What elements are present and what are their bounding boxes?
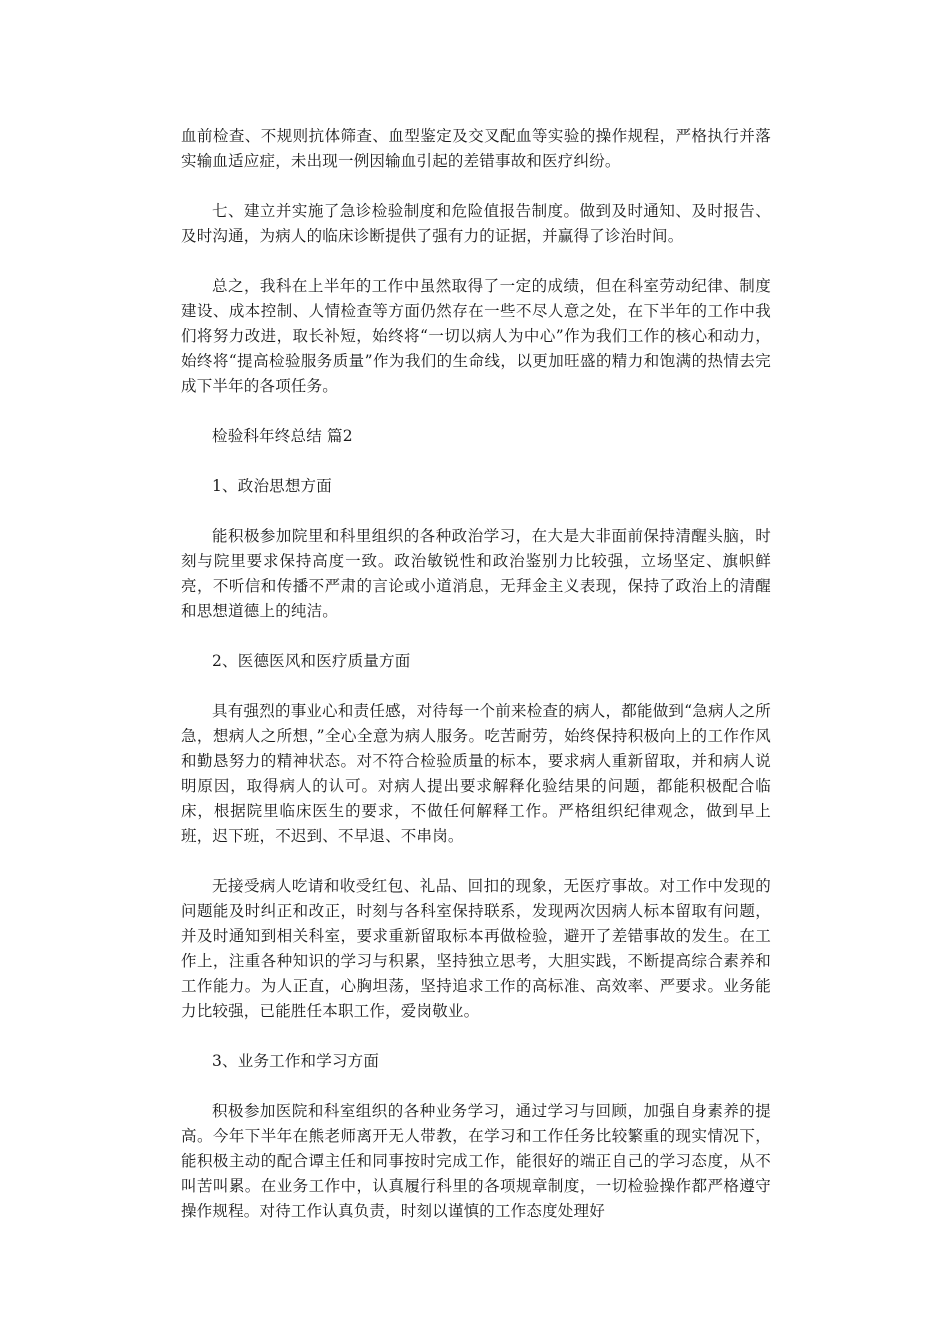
document-body — [181, 124, 771, 1249]
heading-business-study: 3、业务工作和学习方面 — [212, 1052, 380, 1070]
paragraph-integrity: 无接受病人吃请和收受红包、礼品、回扣的现象，无医疗事故。对工作中发现的问题能及时纠正和改正，时刻与各科室保持联系，发现两次因病人标本留取有问题，并及时通知到相关科室，要求重新留取标本再做检验，避开了差错事故的发生。在工作上，注重各种知识的学习与积累，坚持独立思考，大胆实践，不断提高综合素养和工作能力。为人正直，心胸坦荡，坚持追求工作的高标准、高效率、严要求。业务能力比较强，已能胜任本职工作，爱岗敬业。 — [181, 877, 771, 1020]
heading-political-thought: 1、政治思想方面 — [212, 477, 332, 495]
paragraph-medical-ethics: 具有强烈的事业心和责任感，对待每一个前来检查的病人，都能做到“急病人之所急，想病人之所想，”全心全意为病人服务。吃苦耐劳，始终保持积极向上的工作作风和勤恳努力的精神状态。对不符合检验质量的标本，要求病人重新留取，并和病人说明原因，取得病人的认可。对病人提出要求解释化验结果的问题，都能积极配合临床，根据院里临床医生的要求，不做任何解释工作。严格组织纪律观念，做到早上班，迟下班，不迟到、不早退、不串岗。 — [181, 702, 771, 845]
section-title-part2: 检验科年终总结 篇2 — [212, 427, 353, 445]
paragraph-summary: 总之，我科在上半年的工作中虽然取得了一定的成绩，但在科室劳动纪律、制度建设、成本控制、人情检查等方面仍然存在一些不尽人意之处，在下半年的工作中我们将努力改进，取长补短，始终将“一切以病人为中心”作为我们工作的核心和动力，始终将“提高检验服务质量”作为我们的生命线，以更加旺盛的精力和饱满的热情去完成下半年的各项任务。 — [181, 277, 771, 395]
paragraph-section-seven: 七、建立并实施了急诊检验制度和危险值报告制度。做到及时通知、及时报告、及时沟通，为病人的临床诊断提供了强有力的证据，并赢得了诊治时间。 — [181, 202, 771, 245]
heading-medical-ethics: 2、医德医风和医疗质量方面 — [212, 652, 411, 670]
paragraph-political-thought: 能积极参加院里和科里组织的各种政治学习，在大是大非面前保持清醒头脑，时刻与院里要求保持高度一致。政治敏锐性和政治鉴别力比较强，立场坚定、旗帜鲜亮，不听信和传播不严肃的言论或小道消息，无拜金主义表现，保持了政治上的清醒和思想道德上的纯洁。 — [181, 527, 771, 620]
paragraph-business-study: 积极参加医院和科室组织的各种业务学习，通过学习与回顾，加强自身素养的提高。今年下半年在熊老师离开无人带教，在学习和工作任务比较繁重的现实情况下，能积极主动的配合谭主任和同事按时完成工作，能很好的端正自己的学习态度，从不叫苦叫累。在业务工作中，认真履行科里的各项规章制度，一切检验操作都严格遵守操作规程。对待工作认真负责，时刻以谨慎的工作态度处理好 — [181, 1102, 771, 1220]
paragraph-blood-transfusion: 血前检查、不规则抗体筛查、血型鉴定及交叉配血等实验的操作规程，严格执行并落实输血适应症，未出现一例因输血引起的差错事故和医疗纠纷。 — [181, 127, 771, 170]
